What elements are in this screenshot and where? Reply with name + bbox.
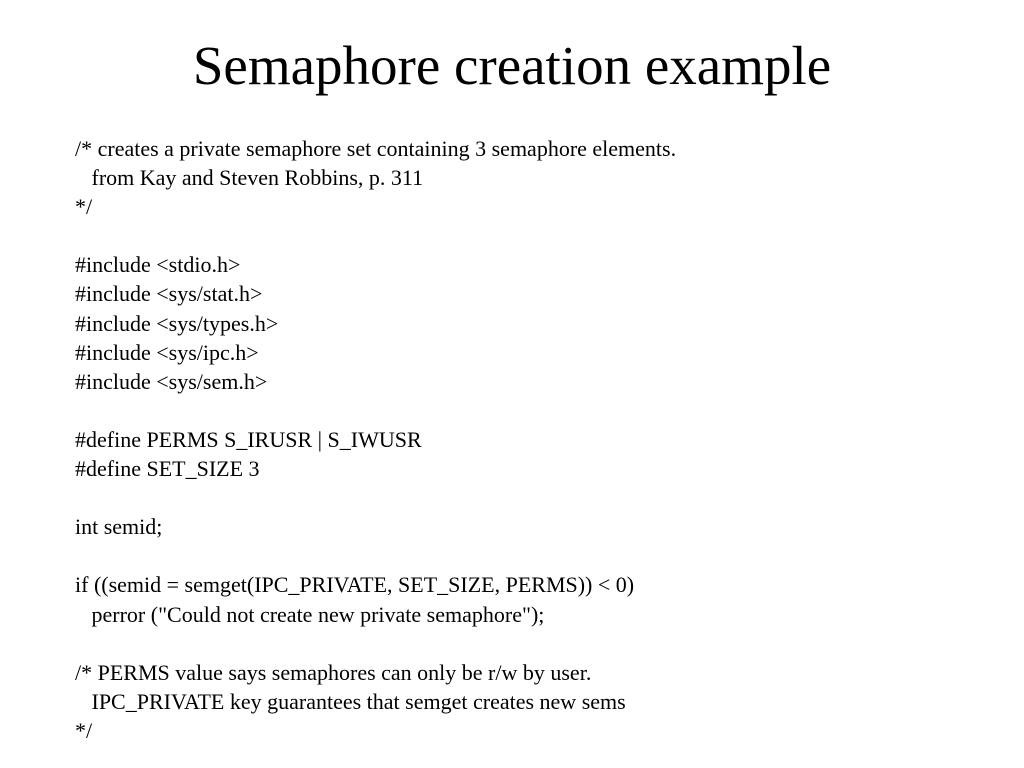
slide-title: Semaphore creation example — [192, 35, 832, 96]
code-line: */ — [75, 194, 93, 220]
code-line: #include <sys/stat.h> — [75, 281, 263, 307]
code-line: /* PERMS value says semaphores can only be r/w by user. — [75, 659, 592, 685]
code-line: #include <sys/ipc.h> — [75, 339, 259, 365]
code-line: */ — [75, 717, 93, 743]
code-line: from Kay and Steven Robbins, p. 311 — [75, 165, 424, 191]
code-line — [75, 483, 975, 512]
code-line: if ((semid = semget(IPC_PRIVATE, SET_SIZE, PERMS)) < 0) — [75, 572, 635, 598]
code-line: #include <stdio.h> — [75, 252, 241, 278]
code-line — [75, 629, 975, 658]
code-line: /* creates a private semaphore set containing 3 semaphore elements. — [75, 136, 677, 161]
code-line — [75, 221, 975, 250]
code-line: perror ("Could not create new private semaphore"); — [75, 601, 545, 627]
code-line: #include <sys/types.h> — [75, 310, 279, 336]
code-line — [75, 541, 975, 570]
code-line: #define SET_SIZE 3 — [75, 456, 260, 482]
code-line: IPC_PRIVATE key guarantees that semget creates new sems — [75, 688, 626, 714]
code-line: #include <sys/sem.h> — [75, 368, 268, 394]
code-block — [75, 134, 975, 745]
code-line — [75, 396, 975, 425]
code-line: int semid; — [75, 514, 163, 540]
code-line: #define PERMS S_IRUSR | S_IWUSR — [75, 426, 422, 452]
